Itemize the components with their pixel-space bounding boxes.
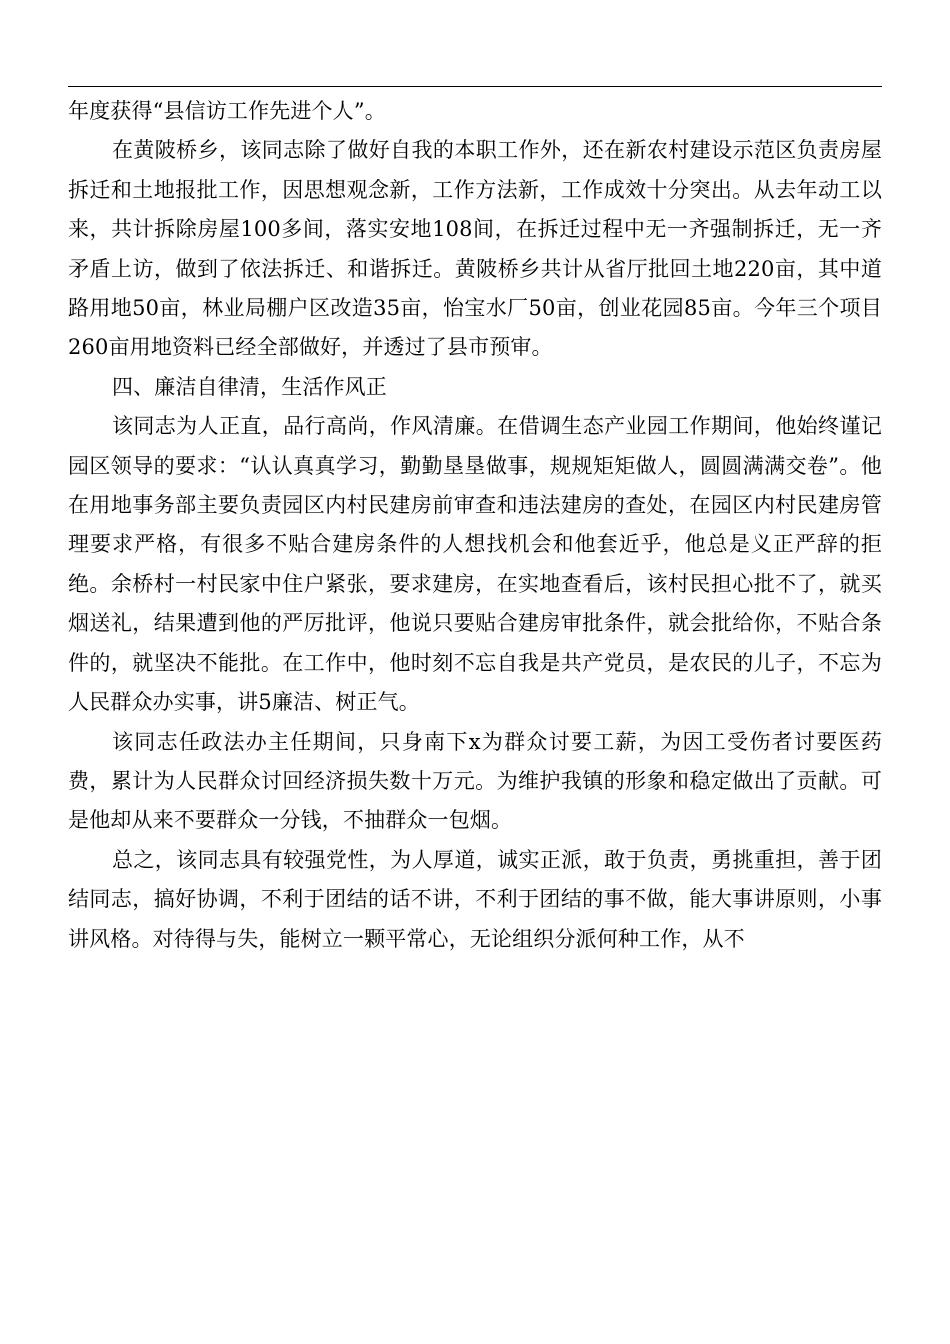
header-rule	[68, 86, 882, 87]
paragraph-summary: 总之，该同志具有较强党性，为人厚道，诚实正派，敢于负责，勇挑重担，善于团结同志，搞好协调，不利于团结的话不讲，不利于团结的事不做，能大事讲原则，小事讲风格。对待得与失，能树立一颗平常心，无论组织分派何种工作，从不	[68, 847, 882, 951]
paragraph-demolition-work: 在黄陂桥乡，该同志除了做好自我的本职工作外，还在新农村建设示范区负责房屋拆迁和土地报批工作，因思想观念新，工作方法新，工作成效十分突出。从去年动工以来，共计拆除房屋100多间，落实安地108间，在拆迁过程中无一齐强制拆迁，无一齐矛盾上访，做到了依法拆迁、和谐拆迁。黄陂桥乡共计从省厅批回土地220亩，其中道路用地50亩，林业局棚户区改造35亩，怡宝水厂50亩，创业花园85亩。今年三个项目260亩用地资料已经全部做好，并透过了县市预审。	[68, 138, 882, 360]
document-body	[68, 92, 882, 959]
paragraph-continuation: 年度获得“县信访工作先进个人”。	[68, 99, 386, 123]
section-heading-integrity: 四、廉洁自律清，生活作风正	[112, 374, 387, 399]
paragraph-integrity: 该同志为人正直，品行高尚，作风清廉。在借调生态产业园工作期间，他始终谨记园区领导的要求：“认认真真学习，勤勤垦垦做事，规规矩矩做人，圆圆满满交卷”。他在用地事务部主要负责园区内村民建房前审查和违法建房的查处，在园区内村民建房管理要求严格，有很多不贴合建房条件的人想找机会和他套近乎，他总是义正严辞的拒绝。余桥村一村民家中住户紧张，要求建房，在实地查看后，该村民担心批不了，就买烟送礼，结果遭到他的严厉批评，他说只要贴合建房审批条件，就会批给你，不贴合条件的，就坚决不能批。在工作中，他时刻不忘自我是共产党员，是农民的儿子，不忘为人民群众办实事，讲5廉洁、树正气。	[68, 414, 882, 715]
paragraph-legal-office: 该同志任政法办主任期间，只身南下x为群众讨要工薪，为因工受伤者讨要医药费，累计为人民群众讨回经济损失数十万元。为维护我镇的形象和稳定做出了贡献。可是他却从来不要群众一分钱，不抽群众一包烟。	[68, 729, 882, 833]
